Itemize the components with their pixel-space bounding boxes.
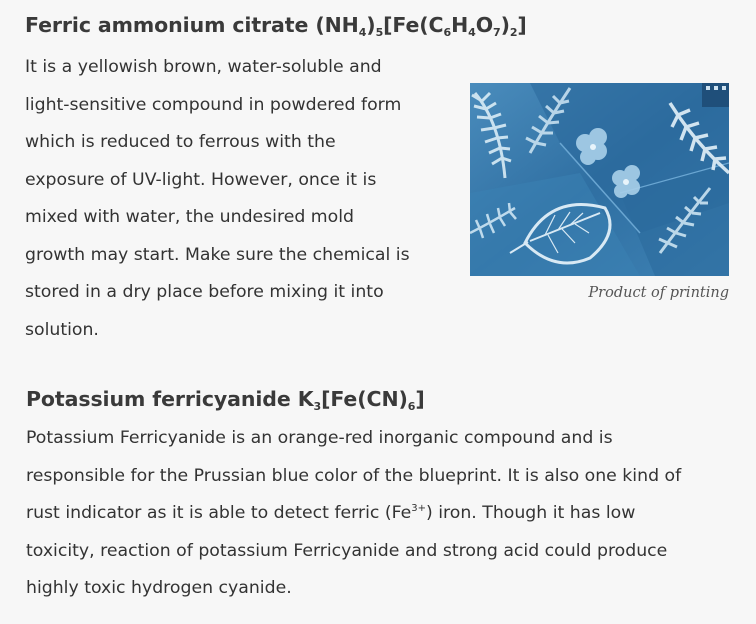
paragraph-line: Potassium Ferricyanide is an orange-red inorganic compound and is (26, 428, 613, 448)
section-title: Potassium ferricyanide (26, 387, 291, 411)
paragraph-line: toxicity, reaction of potassium Ferricyanide and strong acid could produce (26, 540, 668, 561)
section-heading-ferric-ammonium-citrate: Ferric ammonium citrate $(NH_4)_5[Fe(C_6H_4O_7)_2]$ (25, 13, 527, 39)
paragraph-line: growth may start. Make sure the chemical is (25, 244, 410, 265)
paragraph-line (26, 495, 726, 533)
potassium-ferricyanide-description (26, 420, 726, 608)
section-title: Ferric ammonium citrate (25, 13, 309, 37)
paragraph-line: highly toxic hydrogen cyanide. (26, 578, 292, 598)
paragraph-line: solution. (25, 319, 99, 340)
paragraph-line: It is a yellowish brown, water-soluble and (25, 57, 382, 77)
paragraph-line: stored in a dry place before mixing it into (25, 282, 384, 302)
text-fragment: ) iron. Though it has low (426, 503, 636, 523)
ferric-ammonium-citrate-description (25, 49, 445, 349)
paragraph-line: which is reduced to ferrous with the (25, 132, 336, 152)
photo-caption: Product of printing (588, 285, 729, 301)
paragraph-line: responsible for the Prussian blue color of the blueprint. It is also one kind of (26, 465, 682, 486)
cyanotype-photo (470, 83, 729, 276)
paragraph-line: exposure of UV-light. However, once it is (25, 169, 377, 190)
charge-superscript: 3+ (411, 503, 426, 515)
paragraph-line: mixed with water, the undesired mold (25, 207, 354, 227)
paragraph-line: light-sensitive compound in powdered form (25, 94, 402, 115)
text-fragment: rust indicator as it is able to detect ferric (Fe (26, 503, 412, 523)
section-heading-potassium-ferricyanide: Potassium ferricyanide $K_3[Fe(CN)_6]$ (26, 387, 425, 413)
